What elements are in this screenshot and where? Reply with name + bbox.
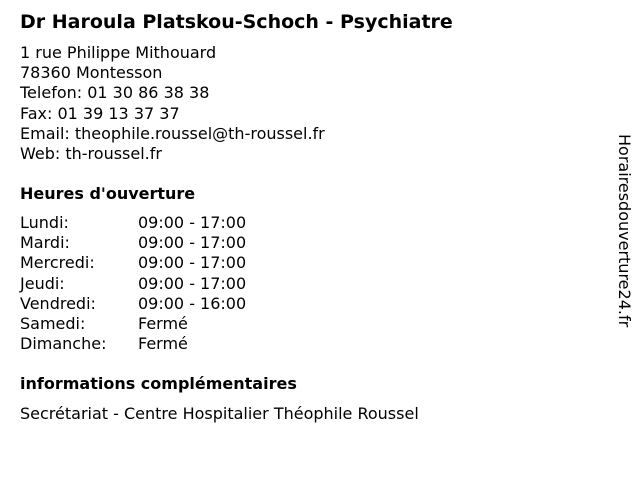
hours-time: 09:00 - 16:00 — [138, 293, 247, 313]
site-watermark — [613, 134, 635, 370]
city-postcode: 78360 Montesson — [20, 63, 163, 83]
hours-time: 09:00 - 17:00 — [138, 213, 247, 232]
contact-block — [20, 43, 325, 164]
hours-time: Fermé — [138, 334, 188, 354]
hours-heading: Heures d'ouverture — [20, 184, 196, 203]
phone-number: Telefon: 01 30 86 38 38 — [20, 83, 210, 103]
street-address: 1 rue Philippe Mithouard — [20, 43, 217, 62]
hours-time: 09:00 - 17:00 — [138, 233, 247, 253]
info-heading: informations complémentaires — [20, 374, 297, 393]
hours-day: Lundi: — [20, 213, 69, 232]
hours-day: Mardi: — [20, 233, 70, 253]
hours-day: Mercredi: — [20, 253, 95, 273]
hours-day: Jeudi: — [20, 273, 65, 293]
info-text: Secrétariat - Centre Hospitalier Théophile Roussel — [20, 404, 419, 423]
hours-day: Vendredi: — [20, 293, 96, 313]
fax-number: Fax: 01 39 13 37 37 — [20, 103, 180, 123]
hours-time: Fermé — [138, 313, 188, 333]
email-address: Email: theophile.roussel@th-roussel.fr — [20, 123, 325, 143]
hours-time: 09:00 - 17:00 — [138, 273, 247, 293]
website: Web: th-roussel.fr — [20, 144, 162, 164]
watermark-text: Horairesdouverture24.fr — [615, 134, 634, 328]
hours-day: Dimanche: — [20, 334, 107, 354]
hours-day: Samedi: — [20, 313, 86, 333]
hours-time: 09:00 - 17:00 — [138, 253, 247, 273]
page-title: Dr Haroula Platskou-Schoch - Psychiatre — [20, 11, 453, 33]
